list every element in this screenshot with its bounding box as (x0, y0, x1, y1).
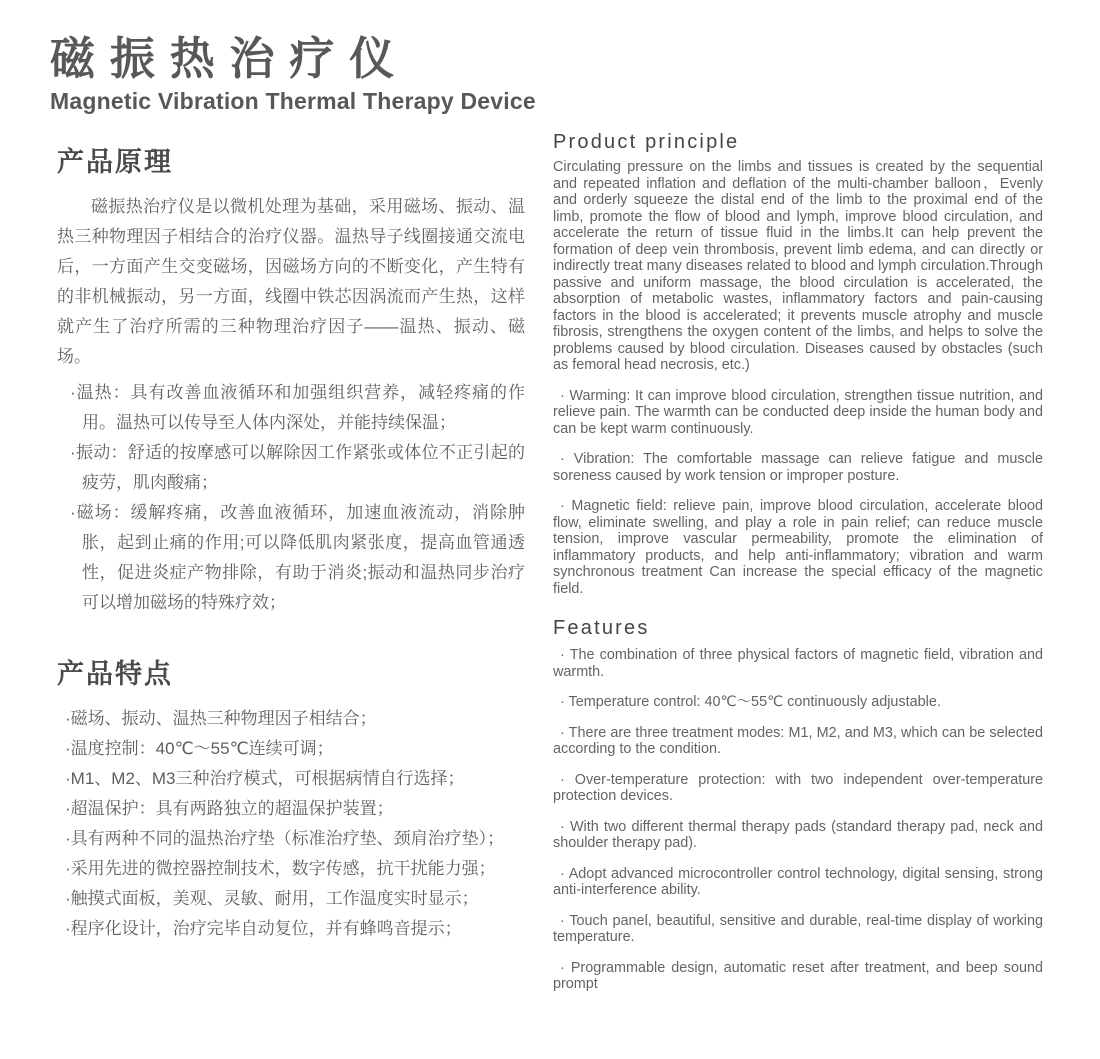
chinese-column (57, 146, 525, 944)
zh-principle-bullet-vibration: ·振动：舒适的按摩感可以解除因工作紧张或体位不正引起的疲劳，肌肉酸痛； (70, 443, 525, 492)
en-feature-bullet: · The combination of three physical factors of magnetic field, vibration and warmth. (553, 647, 1043, 680)
zh-principle-bullet-warming: ·温热：具有改善血液循环和加强组织营养，减轻疼痛的作用。温热可以传导至人体内深处，并能持续保温； (70, 383, 525, 432)
zh-principle-bullet-magnetic: ·磁场：缓解疼痛，改善血液循环，加速血液流动，消除肿胀，起到止痛的作用;可以降低肌肉紧张度，提高血管通透性，促进炎症产物排除，有助于消炎;振动和温热同步治疗可以增加磁场的特殊疗效； (70, 503, 525, 612)
en-feature-bullet: · Over-temperature protection: with two independent over-temperature protection devices. (553, 771, 1043, 804)
page-header (50, 32, 536, 115)
zh-feature-bullet: ·M1、M2、M3三种治疗模式，可根据病情自行选择； (65, 769, 465, 788)
zh-principle-heading: 产品原理 (57, 147, 173, 177)
en-features-heading: Features (553, 617, 650, 639)
zh-features-heading: 产品特点 (57, 659, 173, 689)
page-title-zh: 磁振热治疗仪 (50, 33, 410, 84)
en-feature-bullet: · Touch panel, beautiful, sensitive and durable, real-time display of working temperature. (553, 912, 1043, 945)
zh-feature-bullet: ·超温保护：具有两路独立的超温保护装置； (65, 799, 394, 818)
zh-features-bullet-list (57, 704, 525, 944)
zh-principle-paragraph: 磁振热治疗仪是以微机处理为基础，采用磁场、振动、温热三种物理因子相结合的治疗仪器。温热导子线圈接通交流电后，一方面产生交变磁场，因磁场方向的不断变化，产生特有的非机械振动，另一方面，线圈中铁芯因涡流而产生热，这样就产生了治疗所需的三种物理治疗因子——温热、振动、磁场。 (57, 197, 525, 366)
en-feature-bullet: · Adopt advanced microcontroller control technology, digital sensing, strong anti-interference ability. (553, 865, 1043, 898)
english-column (553, 130, 1043, 1007)
zh-feature-bullet: ·触摸式面板，美观、灵敏、耐用，工作温度实时显示； (65, 889, 479, 908)
zh-feature-bullet: ·磁场、振动、温热三种物理因子相结合； (65, 709, 377, 728)
en-feature-bullet: · Programmable design, automatic reset after treatment, and beep sound prompt (553, 959, 1043, 992)
zh-feature-bullet: ·采用先进的微控器控制技术，数字传感，抗干扰能力强； (65, 859, 496, 878)
en-feature-bullet: · With two different thermal therapy pads (standard therapy pad, neck and shoulder therapy pad). (553, 818, 1043, 851)
en-principle-paragraph: Circulating pressure on the limbs and tissues is created by the sequential and repeated inflation and deflation of the multi-chamber balloon，Evenly and orderly squeeze the distal end of the limb to the proximal end of the limb, promote the flow of blood and lymph, improve blood circulation, and accelerate the return of tissue fluid in the limbs.It can help prevent the formation of deep vein thrombosis, prevent limb edema, and can directly or indirectly treat many diseases related to blood and lymph circulation.Through passive and uniform massage, the blood circulation is accelerated, the absorption of metabolic wastes, inflammatory factors and pain-causing factors in the blood is accelerated; it prevents muscle atrophy and muscle fibrosis, strengthens the oxygen content of the limbs, and helps to solve the problems caused by blood circulation. Diseases caused by obstacles (such as femoral head necrosis, etc.) (553, 159, 1043, 373)
en-feature-bullet: · There are three treatment modes: M1, M2, and M3, which can be selected according to the condition. (553, 724, 1043, 757)
page-title-en: Magnetic Vibration Thermal Therapy Device (50, 88, 536, 114)
zh-feature-bullet: ·温度控制：40℃～55℃连续可调； (65, 739, 334, 758)
en-feature-bullet: · Temperature control: 40℃～55℃ continuously adjustable. (560, 694, 941, 710)
zh-feature-bullet: ·程序化设计，治疗完毕自动复位，并有蜂鸣音提示； (65, 919, 462, 938)
en-principle-bullet-warming: · Warming: It can improve blood circulation, strengthen tissue nutrition, and relieve pain. The warmth can be conducted deep inside the human body and can be kept warm continuously. (553, 387, 1043, 437)
en-principle-heading: Product principle (553, 131, 740, 153)
en-principle-bullet-vibration: · Vibration: The comfortable massage can relieve fatigue and muscle soreness caused by work tension or improper posture. (553, 451, 1043, 484)
zh-principle-bullet-list (57, 378, 525, 618)
zh-feature-bullet: ·具有两种不同的温热治疗垫（标准治疗垫、颈肩治疗垫）； (65, 829, 505, 848)
en-principle-bullet-magnetic: · Magnetic field: relieve pain, improve blood circulation, accelerate blood flow, eliminate swelling, and play a role in pain relief; can reduce muscle tension, improve vascular permeability, promote the elimination of inflammatory products, and help anti-inflammatory; vibration and warm synchronous treatment Can increase the special efficacy of the magnetic field. (553, 498, 1043, 597)
